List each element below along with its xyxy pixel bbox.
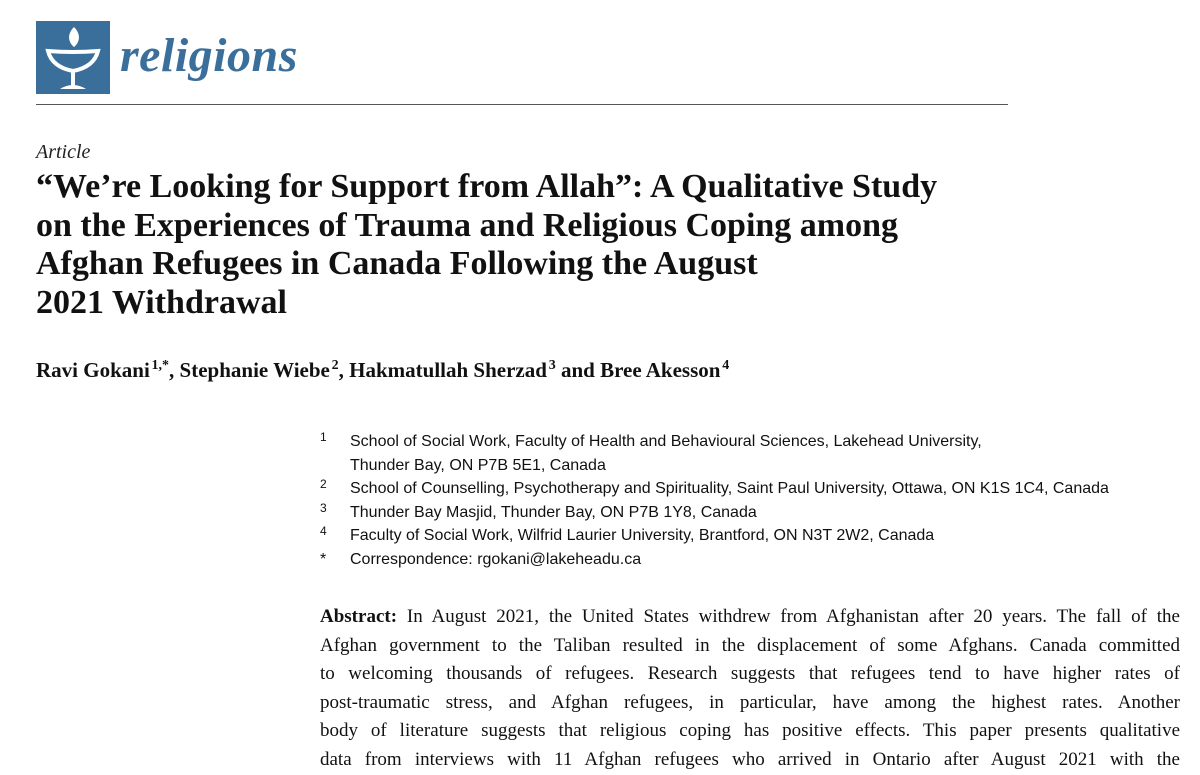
affiliation-mark: 2 (320, 477, 327, 491)
author-separator: , (169, 358, 180, 382)
affiliation-item (320, 430, 1180, 477)
author-affil-mark: 4 (722, 358, 730, 373)
abstract (320, 603, 1180, 775)
affiliation-text: Thunder Bay Masjid, Thunder Bay, ON P7B 1Y8, Canada (350, 503, 757, 521)
author-name: Ravi Gokani (36, 358, 150, 382)
affiliation-item (320, 501, 1180, 525)
abstract-line: to welcoming thousands of refugees. Research suggests that refugees tend to have higher rates of (320, 663, 1180, 685)
affiliation-list (320, 430, 1180, 571)
article-title (36, 168, 1186, 322)
affiliation-mark: 4 (320, 524, 327, 538)
abstract-text: In August 2021, the United States withdrew from Afghanistan after 20 years. The fall of the (397, 606, 1180, 627)
author-separator: and (555, 358, 601, 382)
abstract-line: data from interviews with 11 Afghan refugees who arrived in Ontario after August 2021 with the (320, 748, 1180, 770)
author-list (36, 356, 729, 384)
affiliation-text: Faculty of Social Work, Wilfrid Laurier University, Brantford, ON N3T 2W2, Canada (350, 527, 935, 544)
abstract-line: Afghan government to the Taliban resulted in the displacement of some Afghans. Canada committed (320, 634, 1180, 656)
affiliation-item (320, 524, 1180, 548)
author-affil-mark: 2 (331, 358, 339, 373)
journal-logo (36, 21, 110, 94)
chalice-flame-icon (36, 21, 110, 94)
correspondence-mark: * (320, 550, 327, 568)
title-line: 2021 Withdrawal (36, 283, 287, 321)
affiliation-item (320, 477, 1180, 501)
title-line: “We’re Looking for Support from Allah”: A Qualitative Study (36, 168, 938, 205)
correspondence-text[interactable]: Correspondence: rgokani@lakeheadu.ca (350, 550, 642, 568)
author-separator: , (338, 358, 350, 382)
affiliation-text: School of Social Work, Faculty of Health and Behavioural Sciences, Lakehead University, (350, 433, 982, 450)
correspondence-item (320, 548, 1180, 572)
author-affil-mark: 1,* (151, 358, 170, 373)
abstract-line (320, 603, 1180, 632)
author-name: Bree Akesson (600, 358, 721, 382)
affiliation-text: School of Counselling, Psychotherapy and Spirituality, Saint Paul University, Ottawa, ON K1S 1C4, Canada (350, 480, 1109, 497)
title-line: Afghan Refugees in Canada Following the August (36, 245, 758, 282)
abstract-line: post-traumatic stress, and Afghan refugees, in particular, have among the highest rates. Another (320, 691, 1180, 713)
author-name: Hakmatullah Sherzad (349, 358, 547, 382)
author-affil-mark: 3 (548, 358, 556, 373)
article-type: Article (36, 141, 91, 163)
header-divider (36, 104, 1008, 105)
journal-name: religions (120, 29, 298, 82)
abstract-line: body of literature suggests that religious coping has positive effects. This paper presents qualitative (320, 720, 1180, 742)
author-name: Stephanie Wiebe (179, 358, 330, 382)
affiliation-mark: 3 (320, 500, 327, 515)
title-line: on the Experiences of Trauma and Religious Coping among (36, 206, 899, 244)
affiliation-mark: 1 (320, 430, 327, 444)
affiliation-text: Thunder Bay, ON P7B 5E1, Canada (350, 456, 606, 474)
abstract-label: Abstract: (320, 606, 398, 627)
